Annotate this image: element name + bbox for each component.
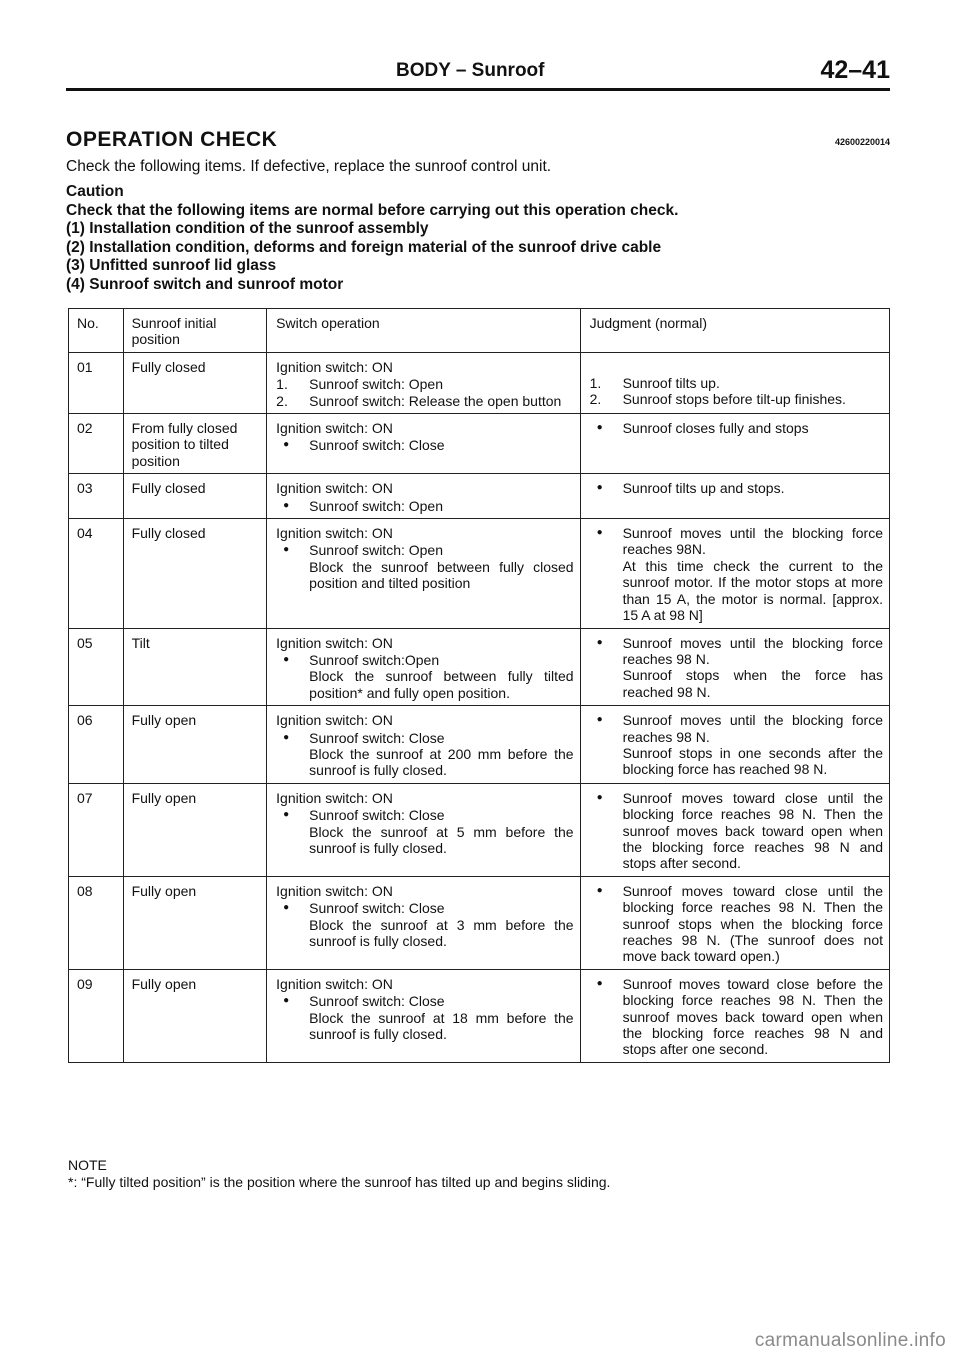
cell-initial-position: Fully open bbox=[123, 706, 267, 784]
item-text: Block the sunroof at 5 mm before the sunroof is fully closed. bbox=[309, 823, 574, 856]
item-text: Sunroof moves until the blocking force reaches 98 N. bbox=[622, 634, 883, 667]
item-text: Sunroof switch: Release the open button bbox=[309, 392, 562, 409]
caution-item: (3) Unfitted sunroof lid glass bbox=[66, 257, 277, 274]
bullet-icon: ● bbox=[283, 544, 290, 556]
item-text: Block the sunroof between fully tilted position* and fully open position. bbox=[309, 668, 574, 701]
cell-judgment bbox=[580, 876, 889, 969]
cell-item bbox=[276, 652, 573, 668]
operation-check-table bbox=[68, 308, 890, 1063]
page-number: 42–41 bbox=[820, 56, 890, 84]
cell-switch-operation bbox=[267, 969, 580, 1062]
bullet-icon: ● bbox=[596, 636, 603, 648]
cell-item bbox=[276, 559, 573, 592]
header-switch-operation: Switch operation bbox=[267, 309, 580, 353]
item-text: Sunroof stops when the force has reached 98 N. bbox=[622, 667, 883, 700]
cell-judgment bbox=[580, 352, 889, 413]
item-marker bbox=[276, 824, 309, 857]
ignition-line: Ignition switch: ON bbox=[276, 480, 393, 497]
item-text: Block the sunroof at 200 mm before the sunroof is fully closed. bbox=[309, 745, 574, 779]
cell-switch-operation bbox=[267, 519, 580, 628]
cell-item bbox=[590, 976, 883, 1058]
ignition-line: Ignition switch: ON bbox=[276, 525, 393, 542]
item-text: Sunroof switch: Close bbox=[309, 437, 445, 454]
table-row bbox=[69, 783, 890, 876]
item-text: Sunroof switch:Open bbox=[309, 651, 440, 668]
item-text: Sunroof closes fully and stops bbox=[622, 420, 809, 437]
item-text: Sunroof moves until the blocking force reaches 98 N. bbox=[622, 712, 883, 745]
section-title: OPERATION CHECK bbox=[66, 128, 278, 151]
page-header bbox=[66, 58, 890, 91]
cell-judgment bbox=[580, 414, 889, 474]
cell-initial-position: Tilt bbox=[123, 628, 267, 706]
item-text: Sunroof stops before tilt-up finishes. bbox=[622, 391, 846, 408]
cell-no: 06 bbox=[69, 706, 124, 784]
item-text: Sunroof stops in one seconds after the blocking force has reached 98 N. bbox=[622, 744, 883, 778]
item-text: Sunroof switch: Close bbox=[309, 807, 445, 824]
ignition-line: Ignition switch: ON bbox=[276, 634, 393, 651]
header-judgment: Judgment (normal) bbox=[580, 309, 889, 353]
table-row bbox=[69, 519, 890, 628]
cell-item bbox=[276, 807, 573, 823]
cell-item bbox=[590, 635, 883, 668]
item-text: Sunroof switch: Close bbox=[309, 993, 445, 1010]
table-row bbox=[69, 414, 890, 474]
cell-switch-operation bbox=[267, 628, 580, 706]
table-row bbox=[69, 876, 890, 969]
cell-switch-operation bbox=[267, 783, 580, 876]
bullet-icon: ● bbox=[283, 653, 290, 665]
note-text: *: “Fully tilted position” is the position where the sunroof has tilted up and begins sliding. bbox=[68, 1174, 611, 1190]
ignition-line: Ignition switch: ON bbox=[276, 789, 393, 806]
bullet-icon: ● bbox=[596, 791, 603, 803]
cell-item bbox=[276, 824, 573, 857]
cell-switch-operation bbox=[267, 474, 580, 519]
cell-item bbox=[590, 558, 883, 624]
bullet-icon: ● bbox=[283, 731, 290, 743]
cell-no: 04 bbox=[69, 519, 124, 628]
bullet-icon: ● bbox=[596, 977, 603, 989]
cell-item bbox=[590, 745, 883, 778]
item-marker: 1. bbox=[276, 376, 288, 393]
table-row bbox=[69, 628, 890, 706]
item-text: Sunroof switch: Open bbox=[309, 376, 444, 393]
cell-no: 01 bbox=[69, 352, 124, 413]
bullet-icon: ● bbox=[283, 439, 290, 451]
table-header-row bbox=[69, 309, 890, 353]
cell-item bbox=[590, 667, 883, 700]
watermark: carmanualsonline.info bbox=[754, 1330, 946, 1351]
bullet-icon: ● bbox=[283, 499, 290, 511]
cell-item bbox=[590, 359, 883, 375]
cell-initial-position: From fully closed position to tilted position bbox=[123, 414, 267, 474]
header-no: No. bbox=[69, 309, 124, 353]
item-text: Sunroof tilts up and stops. bbox=[622, 480, 785, 497]
table-row bbox=[69, 969, 890, 1062]
bullet-icon: ● bbox=[596, 482, 603, 494]
cell-judgment bbox=[580, 474, 889, 519]
cell-no: 05 bbox=[69, 628, 124, 706]
item-marker: 2. bbox=[589, 391, 602, 408]
cell-item bbox=[590, 480, 883, 496]
cell-initial-position: Fully open bbox=[123, 876, 267, 969]
cell-item bbox=[276, 746, 573, 779]
cell-item bbox=[590, 391, 883, 407]
cell-initial-position: Fully closed bbox=[123, 474, 267, 519]
ignition-line: Ignition switch: ON bbox=[276, 420, 393, 437]
cell-no: 02 bbox=[69, 414, 124, 474]
bullet-icon: ● bbox=[596, 714, 603, 726]
intro-text: Check the following items. If defective, replace the sunroof control unit. bbox=[66, 158, 552, 175]
cell-no: 08 bbox=[69, 876, 124, 969]
item-text: Sunroof moves toward close before the blocking force reaches 98 N. Then the sunroof moves back toward open when the blocking force reaches 98 N and stops after one second. bbox=[622, 975, 883, 1058]
cell-judgment bbox=[580, 519, 889, 628]
cell-item bbox=[276, 376, 573, 392]
bullet-icon: ● bbox=[283, 995, 290, 1007]
cell-item bbox=[590, 525, 883, 558]
caution-item: (1) Installation condition of the sunroof assembly bbox=[66, 220, 429, 237]
cell-switch-operation bbox=[267, 876, 580, 969]
item-text: Sunroof switch: Open bbox=[309, 497, 444, 514]
cell-judgment bbox=[580, 783, 889, 876]
cell-switch-operation bbox=[267, 414, 580, 474]
item-marker: 2. bbox=[276, 392, 288, 409]
cell-judgment bbox=[580, 628, 889, 706]
caution-text: Check that the following items are normal before carrying out this operation check. bbox=[66, 201, 679, 219]
cell-switch-operation bbox=[267, 352, 580, 413]
ignition-line: Ignition switch: ON bbox=[276, 882, 393, 899]
table-row bbox=[69, 706, 890, 784]
note-heading: NOTE bbox=[68, 1157, 107, 1173]
cell-switch-operation bbox=[267, 706, 580, 784]
item-text: Sunroof moves toward close until the blocking force reaches 98 N. Then the sunroof moves back toward open when the blocking force reaches 98 N and stops after second. bbox=[622, 789, 883, 872]
ignition-line: Ignition switch: ON bbox=[276, 358, 393, 375]
cell-item bbox=[276, 437, 573, 453]
cell-item bbox=[590, 375, 883, 391]
caution-item: (2) Installation condition, deforms and foreign material of the sunroof drive cable bbox=[66, 238, 662, 256]
cell-no: 03 bbox=[69, 474, 124, 519]
caution-block bbox=[66, 183, 678, 294]
ignition-line: Ignition switch: ON bbox=[276, 975, 393, 992]
cell-item bbox=[276, 1010, 573, 1043]
bullet-icon: ● bbox=[596, 527, 603, 539]
cell-initial-position: Fully closed bbox=[123, 519, 267, 628]
bullet-icon: ● bbox=[596, 422, 603, 434]
cell-item bbox=[276, 393, 573, 409]
cell-item bbox=[276, 542, 573, 558]
item-text: Sunroof switch: Close bbox=[309, 900, 445, 917]
cell-item bbox=[276, 730, 573, 746]
item-marker bbox=[276, 668, 309, 701]
item-marker bbox=[590, 359, 623, 375]
item-text: Block the sunroof at 18 mm before the sunroof is fully closed. bbox=[309, 1009, 574, 1043]
cell-item bbox=[590, 790, 883, 872]
document-code: 42600220014 bbox=[834, 137, 890, 147]
item-marker bbox=[276, 746, 309, 779]
item-text bbox=[623, 359, 883, 375]
caution-heading: Caution bbox=[66, 183, 124, 200]
item-marker bbox=[276, 1010, 309, 1043]
item-text: Sunroof moves until the blocking force reaches 98N. bbox=[622, 525, 883, 558]
item-text: Sunroof switch: Close bbox=[309, 729, 445, 746]
item-marker: 1. bbox=[589, 374, 602, 391]
bullet-icon: ● bbox=[283, 902, 290, 914]
cell-item bbox=[276, 668, 573, 701]
item-text: Sunroof switch: Open bbox=[309, 542, 444, 559]
cell-item bbox=[590, 712, 883, 745]
item-marker bbox=[276, 917, 309, 950]
item-text: Sunroof moves toward close until the blocking force reaches 98 N. Then the sunroof stops when the blocking force reaches 98 N. (The sunroof does not move back toward open.) bbox=[622, 882, 883, 965]
cell-judgment bbox=[580, 969, 889, 1062]
item-text: At this time check the current to the sunroof motor. If the motor stops at more than 15 A, the motor is normal. [approx. 15 A at 98 N] bbox=[622, 557, 883, 624]
cell-initial-position: Fully open bbox=[123, 969, 267, 1062]
cell-item bbox=[276, 498, 573, 514]
item-marker bbox=[590, 667, 623, 700]
cell-initial-position: Fully open bbox=[123, 783, 267, 876]
header-title: BODY – Sunroof bbox=[396, 60, 545, 81]
note-block bbox=[68, 1157, 610, 1191]
item-marker bbox=[276, 559, 309, 592]
caution-item: (4) Sunroof switch and sunroof motor bbox=[66, 275, 344, 293]
cell-item bbox=[590, 420, 883, 436]
cell-judgment bbox=[580, 706, 889, 784]
table-body bbox=[69, 352, 890, 1062]
bullet-icon: ● bbox=[283, 809, 290, 821]
item-text: Block the sunroof between fully closed position and tilted position bbox=[309, 558, 574, 592]
cell-no: 09 bbox=[69, 969, 124, 1062]
cell-initial-position: Fully closed bbox=[123, 352, 267, 413]
item-marker bbox=[590, 558, 623, 624]
cell-item bbox=[276, 900, 573, 916]
bullet-icon: ● bbox=[596, 884, 603, 896]
cell-item bbox=[276, 993, 573, 1009]
item-text: Sunroof tilts up. bbox=[622, 374, 720, 391]
table-row bbox=[69, 474, 890, 519]
table-row bbox=[69, 352, 890, 413]
cell-item bbox=[590, 883, 883, 965]
ignition-line: Ignition switch: ON bbox=[276, 712, 393, 729]
item-text: Block the sunroof at 3 mm before the sunroof is fully closed. bbox=[309, 916, 574, 949]
cell-item bbox=[276, 917, 573, 950]
cell-no: 07 bbox=[69, 783, 124, 876]
header-initial-position: Sunroof initial position bbox=[123, 309, 267, 353]
item-marker bbox=[590, 745, 623, 778]
